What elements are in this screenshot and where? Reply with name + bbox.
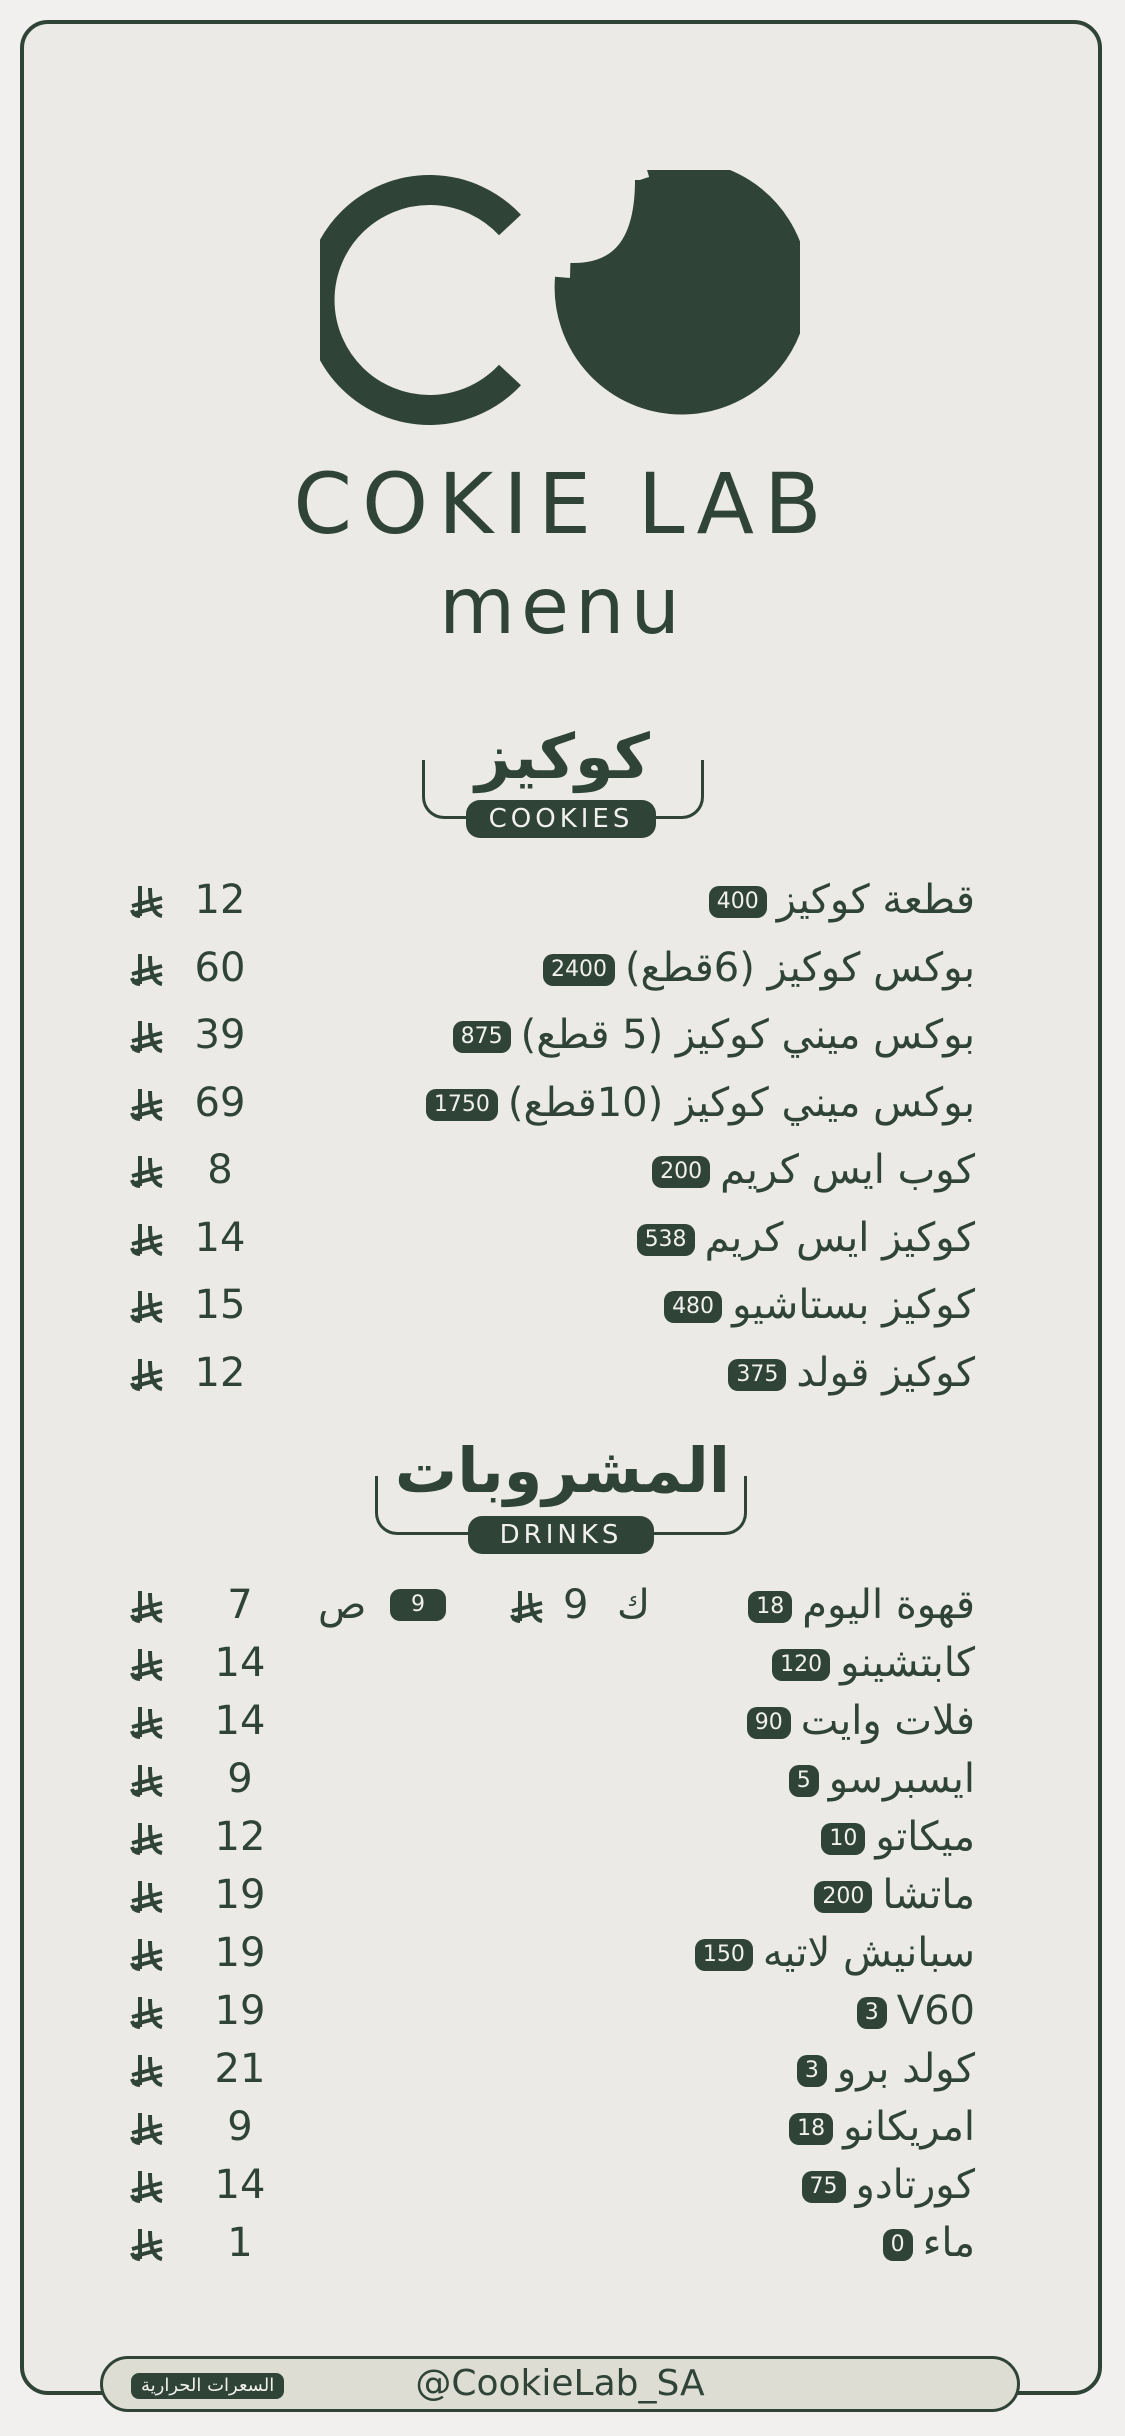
drink-row: [0, 2213, 1125, 2273]
size-small-label: ص: [318, 1582, 367, 1628]
item-name: [789, 2097, 975, 2157]
small-price: 7: [227, 1582, 253, 1628]
item-price: 1: [227, 2220, 253, 2266]
item-name: [709, 870, 975, 930]
calorie-badge: 75: [802, 2171, 846, 2203]
item-name: [728, 1343, 975, 1403]
item-price: 9: [227, 2104, 253, 2150]
drink-row: [0, 1865, 1125, 1925]
item-name: [797, 2039, 975, 2099]
item-price: 14: [194, 1214, 246, 1261]
item-price: 12: [194, 877, 246, 923]
saudi-riyal-icon: [508, 1589, 546, 1623]
drink-row: [0, 1923, 1125, 1983]
item-price: 14: [214, 1698, 266, 1744]
cookie-row: [0, 1073, 1125, 1133]
saudi-riyal-icon: [128, 1357, 166, 1391]
saudi-riyal-icon: [128, 1154, 166, 1188]
saudi-riyal-icon: [128, 2169, 166, 2203]
calorie-badge: 18: [789, 2113, 833, 2145]
item-price: 19: [214, 1872, 266, 1918]
saudi-riyal-icon: [128, 2053, 166, 2087]
saudi-riyal-icon: [128, 1821, 166, 1855]
drink-row: [0, 1981, 1125, 2041]
item-price: 39: [194, 1012, 246, 1058]
cookies-title-en: COOKIES: [466, 800, 656, 838]
drink-row: [0, 2097, 1125, 2157]
item-label: فلات وايت: [800, 1698, 975, 1744]
calorie-badge: 400: [709, 886, 767, 918]
item-label: V60: [896, 1988, 975, 2034]
item-name: [637, 1208, 975, 1268]
item-price: 21: [214, 2046, 266, 2092]
calorie-badge: 3: [857, 1997, 887, 2029]
item-name: [814, 1865, 975, 1925]
saudi-riyal-icon: [128, 952, 166, 986]
saudi-riyal-icon: [128, 1019, 166, 1053]
calorie-badge: 2400: [543, 954, 615, 986]
drinks-title-ar: المشروبات: [394, 1434, 731, 1507]
cookie-lab-logo-icon: [320, 170, 800, 430]
saudi-riyal-icon: [128, 1937, 166, 1971]
cookie-row: [0, 1208, 1125, 1268]
item-name: [857, 1981, 975, 2041]
item-label: ماء: [922, 2220, 975, 2266]
calorie-badge: 375: [728, 1359, 786, 1391]
saudi-riyal-icon: [128, 2111, 166, 2145]
item-label: كوكيز ايس كريم: [704, 1214, 975, 1261]
item-name: [695, 1923, 975, 1983]
item-name: [772, 1633, 975, 1693]
cookies-section-header: [0, 720, 1125, 840]
saudi-riyal-icon: [128, 1222, 166, 1256]
item-label: كورتادو: [855, 2162, 975, 2208]
calorie-badge: 0: [883, 2229, 913, 2261]
cookie-row: [0, 1275, 1125, 1335]
drink-row: [0, 1633, 1125, 1693]
cookie-row: [0, 1005, 1125, 1065]
item-price: 60: [194, 944, 246, 991]
item-price: 8: [207, 1147, 233, 1193]
item-name: [802, 2155, 975, 2215]
cookie-row: [0, 1343, 1125, 1403]
item-label: امريكانو: [843, 2104, 975, 2150]
drink-row: [0, 2039, 1125, 2099]
item-label: ايسبرسو: [828, 1756, 975, 1802]
calorie-badge: 875: [453, 1021, 511, 1053]
item-name: [883, 2213, 975, 2273]
drink-row: [0, 1807, 1125, 1867]
item-label: كولد برو: [836, 2046, 975, 2092]
item-label: قطعة كوكيز: [776, 877, 975, 923]
cookie-row: [0, 1140, 1125, 1200]
saudi-riyal-icon: [128, 1647, 166, 1681]
item-label: بوكس ميني كوكيز (10قطع): [507, 1079, 975, 1126]
drink-row: [0, 2155, 1125, 2215]
calorie-badge: 5: [789, 1765, 819, 1797]
item-label: ميكاتو: [875, 1814, 975, 1860]
drink-row: [0, 1691, 1125, 1751]
item-name: [453, 1005, 975, 1065]
saudi-riyal-icon: [128, 884, 166, 918]
footer-bar: [100, 2356, 1020, 2412]
calorie-badge: 18: [748, 1591, 792, 1623]
item-price: 12: [214, 1814, 266, 1860]
menu-title: menu: [439, 562, 686, 652]
instagram-handle[interactable]: @CookieLab_SA: [415, 2363, 705, 2404]
item-price: 19: [214, 1988, 266, 2034]
calorie-badge: 150: [695, 1939, 753, 1971]
item-name: [652, 1140, 975, 1200]
item-name: [664, 1275, 975, 1335]
calorie-badge: 9: [390, 1589, 446, 1621]
cookie-row: [0, 870, 1125, 930]
item-label: ماتشا: [882, 1872, 975, 1918]
calorie-badge: 480: [664, 1291, 722, 1323]
item-name: [821, 1807, 975, 1867]
brand-name: COKIE LAB: [293, 455, 832, 553]
saudi-riyal-icon: [128, 1995, 166, 2029]
item-label: كابتشينو: [840, 1640, 975, 1686]
item-price: 14: [214, 2162, 266, 2208]
drinks-section-header: [0, 1434, 1125, 1560]
calorie-badge: 538: [637, 1224, 695, 1256]
calorie-badge: 10: [821, 1823, 865, 1855]
item-name: [789, 1749, 975, 1809]
item-label: كوكيز بستاشيو: [732, 1282, 975, 1328]
saudi-riyal-icon: [128, 1087, 166, 1121]
drinks-title-en: DRINKS: [468, 1516, 654, 1554]
item-price: 14: [214, 1640, 266, 1686]
item-label: سبانيش لاتيه: [762, 1930, 975, 1976]
calorie-badge: 200: [814, 1881, 872, 1913]
item-price: 19: [214, 1930, 266, 1976]
item-label: بوكس ميني كوكيز (5 قطع): [520, 1012, 975, 1058]
calorie-badge: 120: [772, 1649, 830, 1681]
cookies-title-ar: كوكيز: [475, 720, 650, 793]
cookie-row: [0, 938, 1125, 998]
coffee-of-day-row: [0, 1575, 1125, 1635]
item-price: 12: [194, 1349, 246, 1396]
item-name: [747, 1691, 975, 1751]
large-price: 9: [563, 1582, 589, 1628]
calories-legend-badge: السعرات الحرارية: [131, 2373, 284, 2399]
saudi-riyal-icon: [128, 1589, 166, 1623]
saudi-riyal-icon: [128, 2227, 166, 2261]
drink-row: [0, 1749, 1125, 1809]
calorie-badge: 1750: [426, 1089, 498, 1121]
item-label: كوب ايس كريم: [720, 1147, 975, 1193]
size-large-label: ك: [617, 1582, 650, 1628]
calorie-badge: 90: [747, 1707, 791, 1739]
item-name: [748, 1575, 975, 1635]
item-name: [426, 1073, 975, 1133]
item-price: 69: [194, 1079, 246, 1126]
item-price: 15: [194, 1282, 246, 1328]
saudi-riyal-icon: [128, 1705, 166, 1739]
item-price: 9: [227, 1756, 253, 1802]
saudi-riyal-icon: [128, 1763, 166, 1797]
calorie-badge: 3: [797, 2055, 827, 2087]
saudi-riyal-icon: [128, 1289, 166, 1323]
calorie-badge: 200: [652, 1156, 710, 1188]
item-name: [543, 938, 975, 998]
saudi-riyal-icon: [128, 1879, 166, 1913]
coffee-of-day-name: قهوة اليوم: [802, 1582, 975, 1628]
item-label: كوكيز قولد: [796, 1349, 975, 1396]
item-label: بوكس كوكيز (6قطع): [624, 944, 975, 991]
